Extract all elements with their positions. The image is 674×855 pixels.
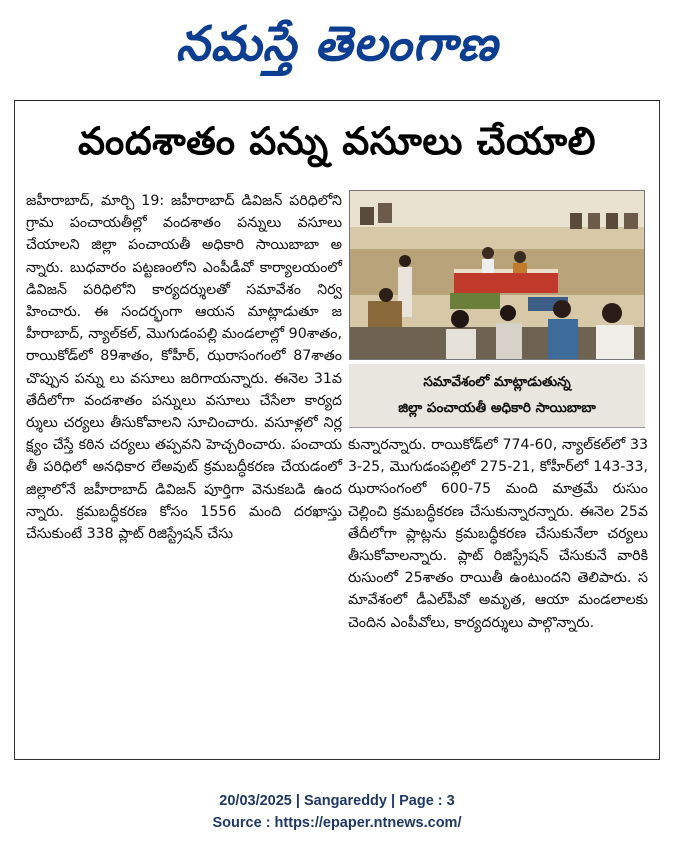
meeting-photo	[349, 190, 645, 360]
newspaper-name: నమస్తే తెలంగాణ	[175, 16, 499, 72]
left-column-text: జహీరాబాద్, మార్చి 19: జహీరాబాద్ డివిజన్ పరిధిలోని గ్రామ పంచాయతీల్లో వందశాతం పన్నులు వసూలు చేయాలని జిల్లా పంచాయతీ అధికారి సాయిబాబా అన్నారు. బుధవారం పట్టణంలోని ఎంపీడీవో కార్యాలయంలో డివిజన్ పరిధిలోని కార్యదర్శులతో సమావేశం నిర్వహించారు. ఈ సందర్భంగా ఆయన మాట్లాడుతూ జహీరాబాద్, న్యాల్‌కల్, మొగుడంపల్లి మండలాల్లో 90శాతం, రాయికోడ్‌లో 89శాతం, కోహీర్, ఝరాసంగంలో 87శాతం చొప్పున పన్ను లు వసూలు జరిగాయన్నారు. ఈనెల 31వ తేదీలోగా వందశాతం పన్నులు వసూలు చేసేలా కార్యదర్శులు చర్యలు తీసుకోవాలని సూచించారు. వసూళ్లలో నిర్లక్ష్యం చేస్తే కఠిన చర్యలు తప్పవని హెచ్చరించారు. పంచాయతీ పరిధిలో అనధికార లేఅవుట్ క్రమబద్ధీకరణ చేయడంలో జిల్లాలోనే జహీరాబాద్ డివిజన్ పూర్తిగా వెనుకబడి ఉందన్నారు. క్రమబద్ధీకరణ కోసం 1556 మంది దరఖాస్తు చేసుకుంటే 338 ప్లాట్ రిజిస్ట్రేషన్ చేసు	[26, 193, 342, 543]
article-headline: వందశాతం పన్ను వసూలు చేయాలి	[78, 119, 596, 163]
article-right-column	[348, 434, 648, 634]
caption-line-1: సమావేశంలో మాట్లాడుతున్న	[423, 374, 571, 390]
photo-caption	[349, 364, 645, 428]
footer-date-edition: 20/03/2025 | Sangareddy | Page : 3	[219, 793, 455, 809]
footer-source: Source : https://epaper.ntnews.com/	[212, 815, 462, 831]
article-left-column	[26, 190, 342, 545]
page-footer	[0, 790, 674, 834]
right-column-text: కున్నారన్నారు. రాయికోడ్‌లో 774-60, న్యాల్‌కల్‌లో 333-25, మొగుడంపల్లిలో 275-21, కోహీర్‌లో 143-33, ఝరాసంగంలో 600-75 మంది మాత్రమే రుసుం చెల్లించి క్రమబద్ధీకరణ చేసుకున్నారన్నారు. ఈనెల 25వ తేదీలోగా ప్లాట్లను క్రమబద్ధీకరణ చేసుకునేలా చర్యలు తీసుకోవాలన్నారు. ప్లాట్ రిజిస్ట్రేషన్ చేసుకునే వారికి రుసుంలో 25శాతం రాయితీ ఉంటుందని తెలిపారు. సమావేశంలో డీఎల్‌పీవో అమృత, ఆయా మండలాలకు చెందిన ఎంపీవోలు, కార్యదర్శులు పాల్గొన్నారు.	[348, 437, 648, 631]
masthead	[0, 0, 674, 90]
caption-line-2: జిల్లా పంచాయతీ అధికారి సాయిబాబా	[398, 400, 596, 416]
meeting-photo-illustration	[350, 191, 645, 360]
